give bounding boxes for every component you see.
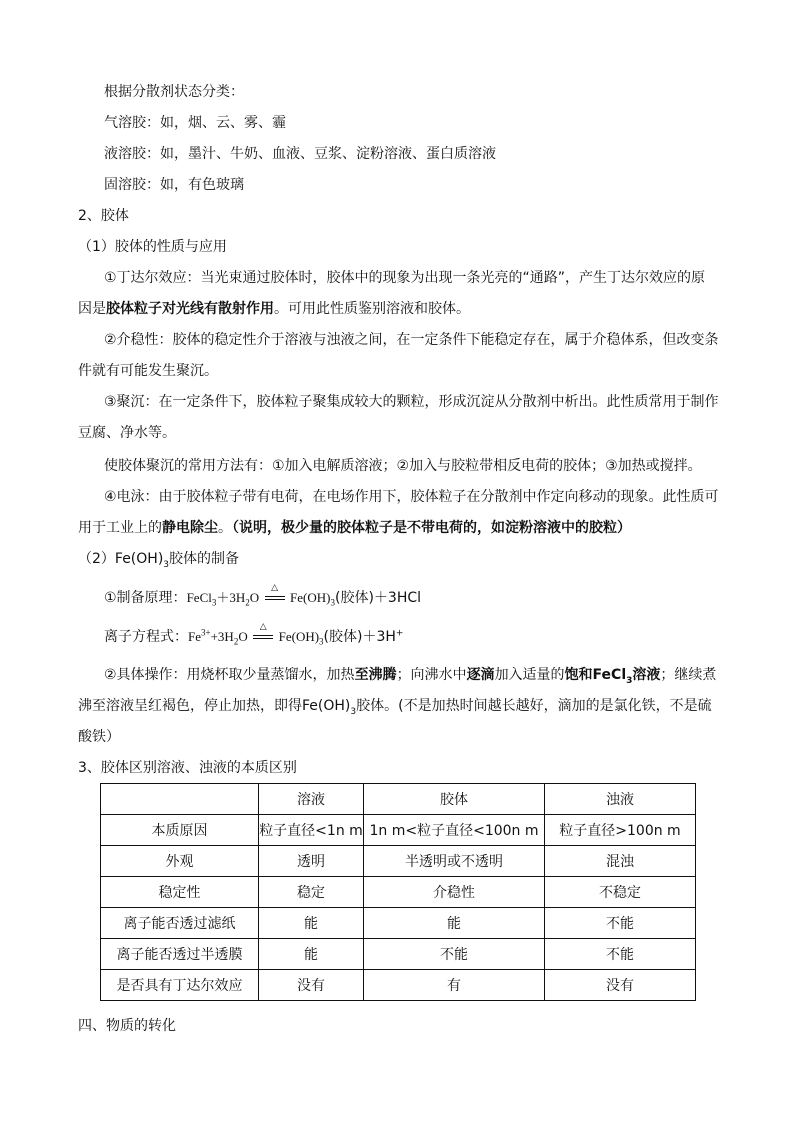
comparison-table [100,783,696,1001]
table-cell: 离子能否透过滤纸 [101,908,259,939]
stability-line-2: 件就有可能发生聚沉。 [78,363,218,379]
table-cell: 没有 [259,970,364,1001]
operation-line-2: 沸至溶液呈红褐色，停止加热，即得$Fe(OH)_3$胶体。(不是加热时间越长越好，滴加的是氯化铁，不是硫 [78,698,712,717]
section-four-heading: 四、物质的转化 [78,1018,176,1034]
table-cell: 不稳定 [545,877,696,908]
table-cell: 混浊 [545,846,696,877]
table-cell: 稳定 [259,877,364,908]
colloid-heading: 2、胶体 [78,208,129,224]
table-cell: 粒子直径<1n m [259,815,364,846]
table-cell: 能 [259,939,364,970]
coagulation-line-2: 豆腐、净水等。 [78,425,176,441]
table-cell: 外观 [101,846,259,877]
table-cell: 不能 [545,939,696,970]
table-cell: 本质原因 [101,815,259,846]
table-cell: 是否具有丁达尔效应 [101,970,259,1001]
table-cell: 离子能否透过半透膜 [101,939,259,970]
heating-arrow-icon: △ [252,635,274,639]
table-cell: 半透明或不透明 [364,846,545,877]
table-row [101,970,696,1001]
heating-arrow-icon: △ [264,596,286,600]
table-header-cell: 胶体 [364,784,545,815]
table-cell: 介稳性 [364,877,545,908]
table-row [101,877,696,908]
difference-heading: 3、胶体区别溶液、浊液的本质区别 [78,760,297,776]
electrophoresis-note: （说明，极少量的胶体粒子是不带电荷的，如淀粉溶液中的胶粒） [232,520,631,536]
electrophoresis-line-1: ④电泳：由于胶体粒子带有电荷，在电场作用下，胶体粒子在分散剂中作定向移动的现象。此性质可 [104,489,719,505]
tyndall-emphasis: 胶体粒子对光线有散射作用 [106,301,274,317]
table-row [101,846,696,877]
table-cell: 能 [259,908,364,939]
aerosol-line: 气溶胶：如，烟、云、雾、霾 [104,115,286,131]
operation-line-3: 酸铁） [78,729,120,745]
table-cell: 1n m<粒子直径<100n m [364,815,545,846]
liquid-sol-line: 液溶胶：如，墨汁、牛奶、血液、豆浆、淀粉溶液、蛋白质溶液 [104,146,496,162]
table-cell: 没有 [545,970,696,1001]
table-header-cell: 浊液 [545,784,696,815]
dispersion-heading: 根据分散剂状态分类： [104,84,244,100]
table-cell: 有 [364,970,545,1001]
tyndall-line-2: 因是胶体粒子对光线有散射作用。可用此性质鉴别溶液和胶体。 [78,301,470,317]
ionic-equation: 离子方程式：$Fe^{3+}+3H_2O$ △ $Fe(OH)_3$(胶体)＋3H+ [104,622,404,647]
table-row [101,939,696,970]
tyndall-line-1: ①丁达尔效应：当光束通过胶体时，胶体中的现象为出现一条光亮的“通路”，产生丁达尔效应的原 [104,270,706,286]
table-header-row [101,784,696,815]
table-cell: 不能 [545,908,696,939]
table-cell: 稳定性 [101,877,259,908]
electrophoresis-line-2: 用于工业上的静电除尘。（说明，极少量的胶体粒子是不带电荷的，如淀粉溶液中的胶粒） [78,520,631,536]
table-cell: 能 [364,908,545,939]
preparation-principle-equation: ①制备原理：$FeCl_3+3H_2O$ △ $Fe(OH)_3$(胶体)＋3HCl [104,583,422,608]
table-cell: 粒子直径>100n m [545,815,696,846]
table-row [101,815,696,846]
coagulation-methods: 使胶体聚沉的常用方法有：①加入电解质溶液；②加入与胶粒带相反电荷的胶体；③加热或搅拌。 [104,458,702,474]
table-cell: 不能 [364,939,545,970]
coagulation-line-1: ③聚沉：在一定条件下，胶体粒子聚集成较大的颗粒，形成沉淀从分散剂中析出。此性质常用于制作 [104,394,719,410]
colloid-properties-subheading: （1）胶体的性质与应用 [78,239,227,255]
table-row [101,908,696,939]
preparation-subheading: $(2)Fe(OH)_3$胶体的制备 [78,551,240,570]
stability-line-1: ②介稳性：胶体的稳定性介于溶液与浊液之间，在一定条件下能稳定存在，属于介稳体系，但改变条 [104,332,719,348]
operation-line-1: ②具体操作：用烧杯取少量蒸馏水，加热至沸腾；向沸水中逐滴加入适量的饱和FeCl$_3$溶液；继续煮 [104,667,717,686]
solid-sol-line: 固溶胶：如，有色玻璃 [104,177,244,193]
table-header-cell [101,784,259,815]
table-cell: 透明 [259,846,364,877]
table-header-cell: 溶液 [259,784,364,815]
